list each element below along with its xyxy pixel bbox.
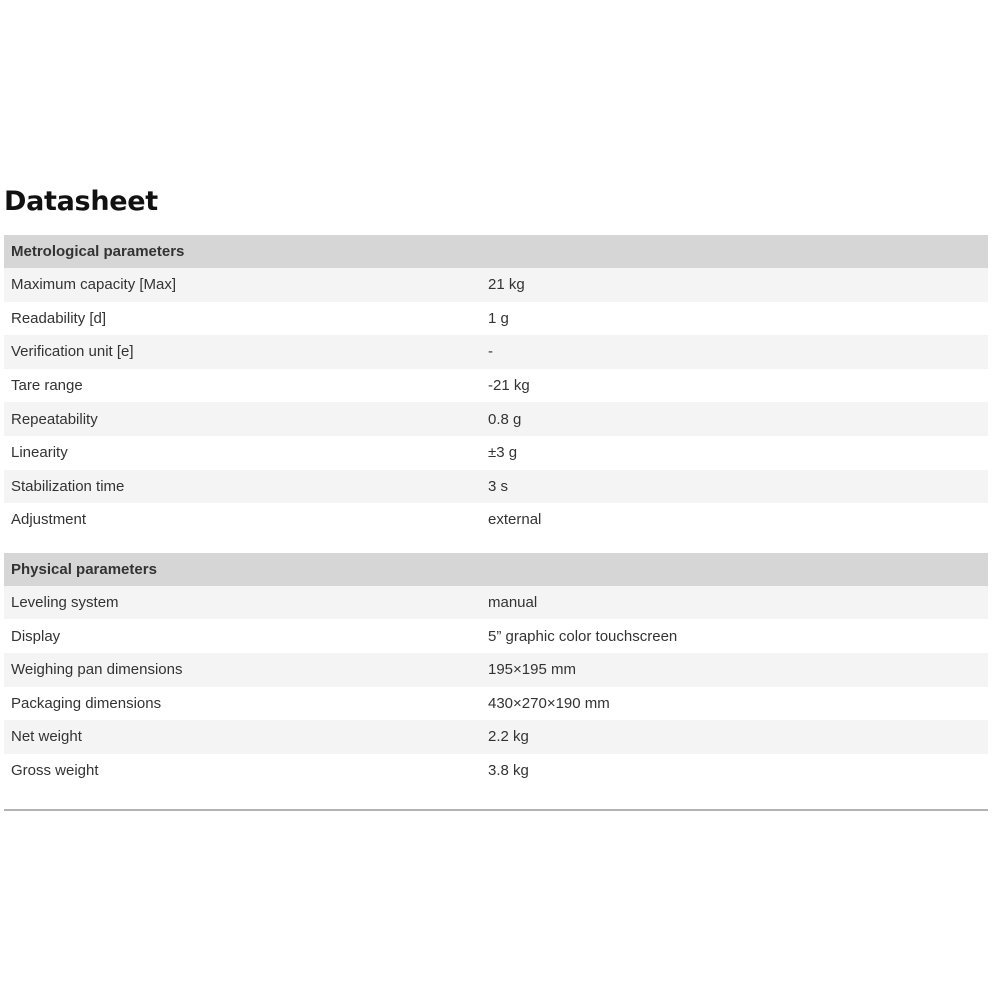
row-label: Gross weight [11,762,99,780]
section-physical-parameters [4,553,988,788]
section-header: Metrological parameters [4,235,988,268]
row-label: Weighing pan dimensions [11,661,183,679]
row-label: Packaging dimensions [11,694,162,712]
row-label: Readability [d] [11,309,107,327]
datasheet-table [4,235,988,787]
table-row [4,720,988,754]
table-row [4,687,988,721]
row-label: Linearity [11,444,68,462]
table-row [4,302,988,336]
row-value: 3 s [488,477,509,495]
table-row [4,369,988,403]
row-label: Display [11,627,61,645]
row-label: Verification unit [e] [11,343,134,361]
row-label: Adjustment [11,511,87,529]
row-value: 3.8 kg [488,762,529,780]
table-row [4,503,988,537]
row-value: external [488,511,542,529]
row-label: Stabilization time [11,477,125,495]
row-label: Maximum capacity [Max] [11,276,177,294]
page-title: Datasheet [4,186,158,217]
row-value: - [488,343,493,361]
row-value: 195×195 mm [488,661,576,679]
row-label: Repeatability [11,410,98,428]
table-row [4,402,988,436]
row-label: Tare range [11,377,83,395]
section-metrological-parameters [4,235,988,537]
row-value: ±3 g [488,444,518,462]
section-header: Physical parameters [4,553,988,586]
row-value: 430×270×190 mm [488,694,610,712]
table-row [4,436,988,470]
row-value: 2.2 kg [488,728,529,746]
table-row [4,586,988,620]
row-label: Leveling system [11,594,119,612]
table-row [4,335,988,369]
row-value: 0.8 g [488,410,522,428]
table-row [4,470,988,504]
row-value: 21 kg [488,276,525,294]
row-label: Net weight [11,728,82,746]
row-value: 5” graphic color touchscreen [488,627,678,645]
table-row [4,268,988,302]
table-row [4,754,988,788]
table-row [4,619,988,653]
row-value: -21 kg [488,377,530,395]
bottom-divider [4,809,988,811]
table-row [4,653,988,687]
row-value: manual [488,594,538,612]
row-value: 1 g [488,309,509,327]
